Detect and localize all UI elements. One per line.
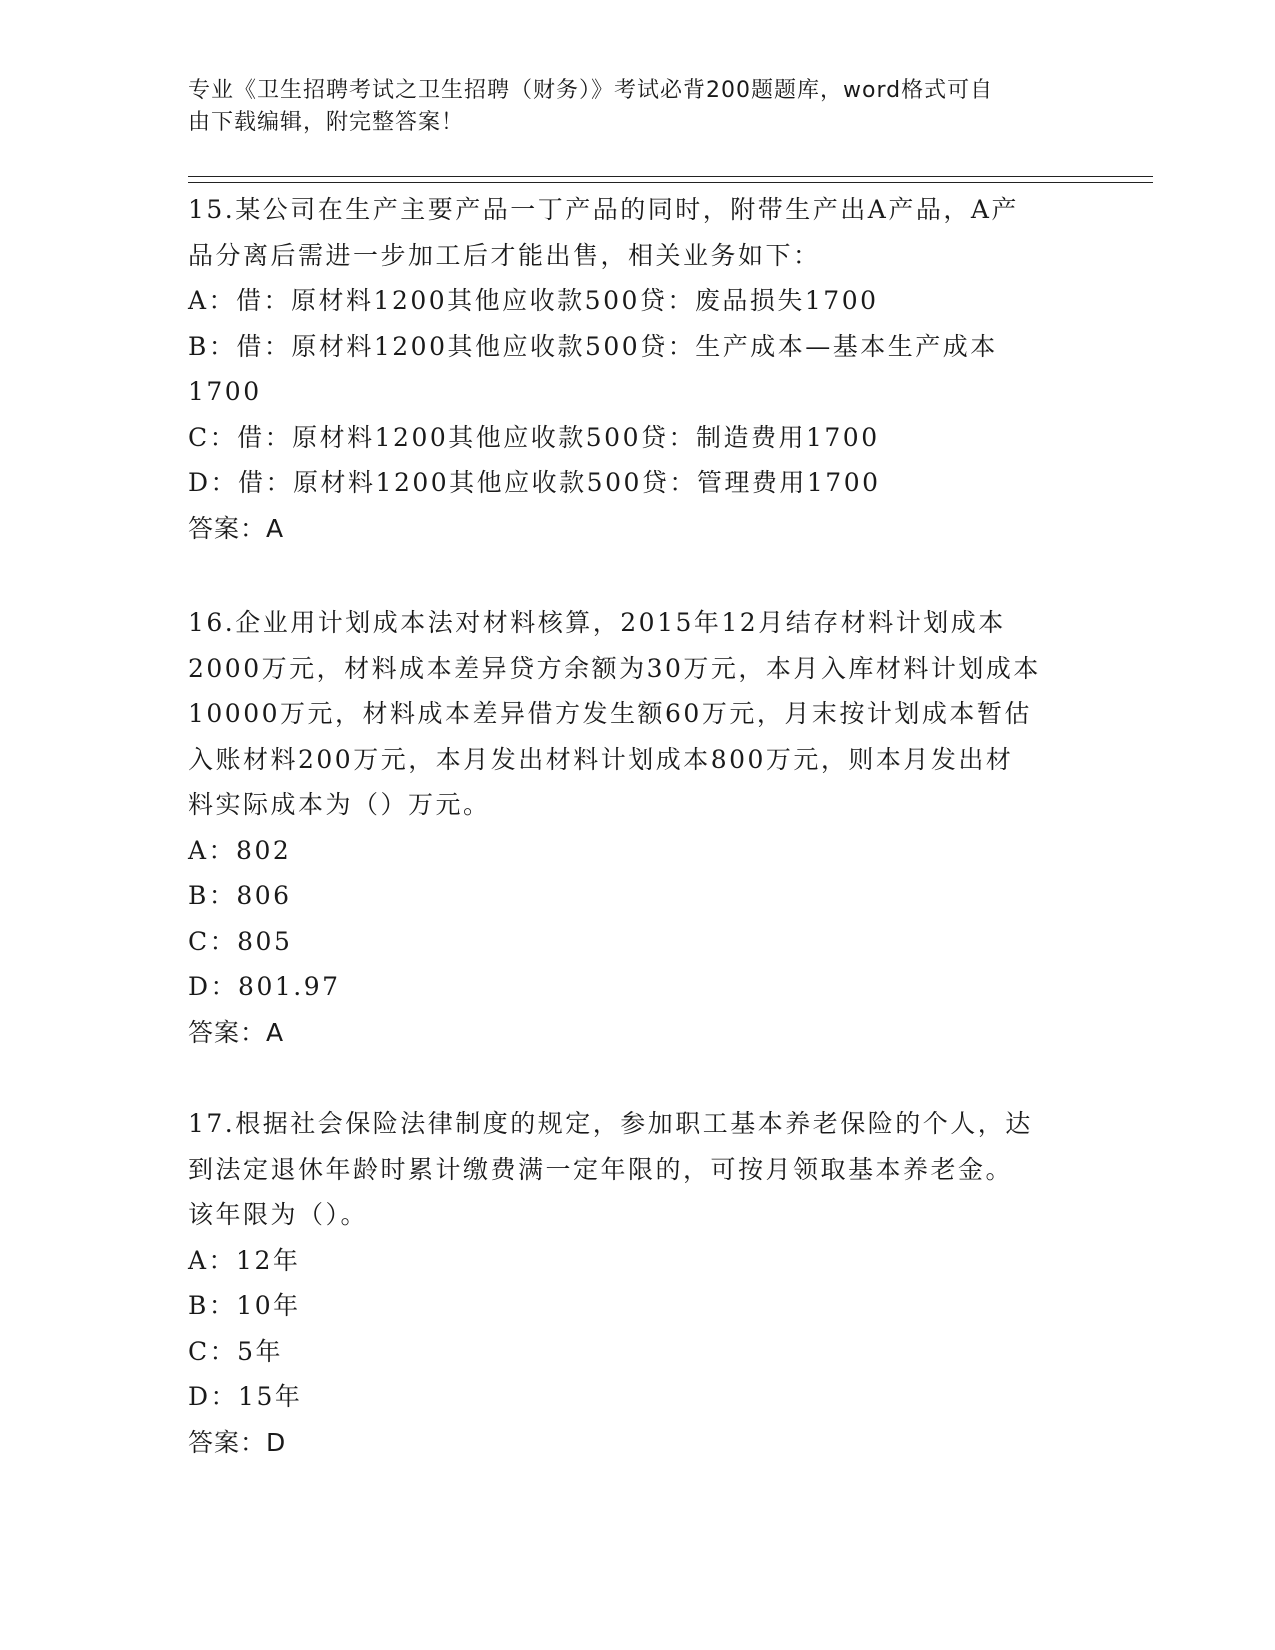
- question-line: 17.根据社会保险法律制度的规定，参加职工基本养老保险的个人，达: [188, 1109, 1033, 1138]
- option-b: B：借：原材料1200其他应收款500贷：生产成本—基本生产成本: [188, 331, 998, 361]
- option-b: B：10年: [188, 1291, 301, 1320]
- option-d: D：15年: [188, 1382, 303, 1411]
- question-line: 10000万元，材料成本差异借方发生额60万元，月末按计划成本暂估: [188, 699, 1032, 728]
- question-line: 入账材料200万元，本月发出材料计划成本800万元，则本月发出材: [188, 744, 1014, 774]
- document-header: [188, 75, 1068, 139]
- header-divider-bottom: [188, 182, 1153, 183]
- question-17: [188, 1101, 1088, 1465]
- option-c: C：借：原材料1200其他应收款500贷：制造费用1700: [188, 422, 880, 452]
- option-b: B：806: [188, 881, 292, 910]
- option-d: D：借：原材料1200其他应收款500贷：管理费用1700: [188, 468, 881, 497]
- option-c: C：5年: [188, 1336, 284, 1366]
- answer: 答案：A: [188, 1017, 285, 1047]
- question-16: [188, 600, 1088, 1055]
- option-a: A：借：原材料1200其他应收款500贷：废品损失1700: [188, 286, 879, 315]
- answer: 答案：A: [188, 513, 285, 543]
- option-c: C：805: [188, 926, 293, 956]
- question-line: 该年限为（）。: [188, 1200, 369, 1229]
- question-line: 料实际成本为（）万元。: [188, 790, 491, 819]
- question-line: 2000万元，材料成本差异贷方余额为30万元，本月入库材料计划成本: [188, 653, 1041, 683]
- option-a: A：12年: [188, 1245, 301, 1275]
- option-b-continuation: 1700: [188, 377, 262, 406]
- header-line-1: 专业《卫生招聘考试之卫生招聘（财务）》考试必背200题题库，word格式可自: [188, 78, 994, 103]
- option-d: D：801.97: [188, 972, 341, 1001]
- answer: 答案：D: [188, 1427, 287, 1457]
- question-line: 到法定退休年龄时累计缴费满一定年限的，可按月领取基本养老金。: [188, 1154, 1014, 1184]
- header-divider-top: [188, 176, 1153, 177]
- question-line: 16.企业用计划成本法对材料核算，2015年12月结存材料计划成本: [188, 608, 1006, 637]
- question-line: 15.某公司在生产主要产品一丁产品的同时，附带生产出A产品，A产: [188, 195, 1019, 224]
- question-line: 品分离后需进一步加工后才能出售，相关业务如下：: [188, 240, 821, 270]
- question-15: [188, 187, 1088, 551]
- option-a: A：802: [188, 835, 292, 865]
- header-line-2: 由下载编辑，附完整答案！: [188, 110, 465, 135]
